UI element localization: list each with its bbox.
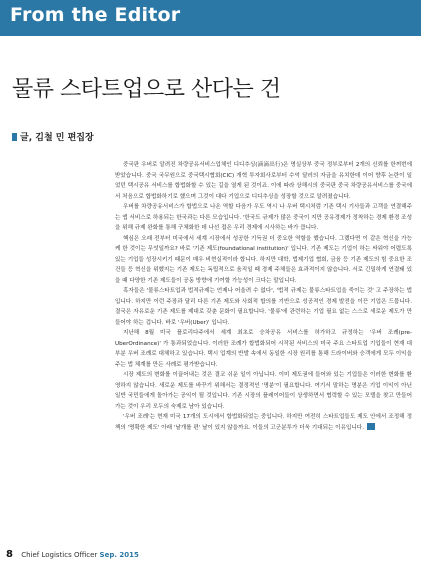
paragraph-last <box>115 412 412 433</box>
article-body <box>115 160 412 520</box>
issue-label: Sep. 2015 <box>99 551 139 559</box>
paragraph: 시장 제도의 변화를 이끌어내는 것은 결코 쉬운 일이 아닙니다. 이미 제도권에 들어와 있는 기업들은 이러한 변화를 환영하지 않습니다. 새로운 제도를 바꾸기 위해서는 결정적인 '명분'이 필요합니다. 여기서 말하는 명분은 기업 이익이 아닌 일반 국민들에게 돌아가는 공익이 될 것입니다. 기존 시장의 플레이어들이 상생하면서 협력할 수 있는 모델을 찾고 만들어가는 것이 우리 모두의 숙제로 남아 있습니다. <box>115 372 412 410</box>
section-banner <box>0 0 421 36</box>
paragraph: 중국판 우버로 알려진 차량공유서비스업체인 디디추싱(滴滴出行)은 명실상부 중국 정부로부터 2개의 신뢰를 한꺼번에 받았습니다. 중국 국무원으로 중국택시협회(CIC) 개혁 투자회사로부터 수억 달러의 자금을 유치한데 이어 향후 논란이 일었던 택시공유 서비스를 합법화할 수 있는 길을 열게 된 것이죠. 이에 따라 상해시의 중국판 중국 차량공유서비스를 중국에서 처음으로 합법화하기로 했으며 그것이 대다 기업으로 디디추싱을 성장할 것으로 알려졌습니다. <box>115 162 412 200</box>
section-title: From the Editor <box>10 4 181 26</box>
end-mark-icon <box>367 423 375 430</box>
paragraph: 혹자들은 '물류스타트업과 법적규제는 언제나 어울려 수 없다', '법적 규제는 물류스타트업을 죽이는 것' 고 주장하는 법입니다. 하지만 이런 주장과 달리 다른 기존 제도와 사회적 합의를 기반으로 성공적인 경제 발전을 이끈 기업은 드뭅니다. 결국은 자유로운 기존 제도를 제대로 갖춘 문화이 필요합니다. '물류'에 관련하는 기업 필요 없는 스스로 새로운 제도가 만들어야 하는 겁니다. 바로 '우버(Uber)' 입니다. <box>115 288 412 326</box>
page-number: 8 <box>6 549 13 560</box>
paragraph: 우버를 차량공유서비스가 합법으로 나온 역할 다음가 우도 역시 나 우버 택시처럼 기존 택시 기사들과 고객을 연결해주는 앱 서비스로 하용되는 한국과는 다른 모습입니다. '한국도 규제가 많은 중국이 지만 공유경제가 정착하는 경제 환경 조성을 위해 규제 완화를 통해 구체화한 데 나선 접은 우리 경제에 시사하는 바가 큽니다. <box>115 204 412 231</box>
paragraph-last-text: '우버 조례'는 현재 미국 17개의 도시에서 합법화되었는 중입니다. 하지만 여전히 스타트업들도 제도 안에서 조정해 정책의 '명확한 제도' 아래 '날개를 편' 날이 있지 않을까요. 이들의 고군분투가 더욱 기대되는 이유입니다. <box>115 414 412 431</box>
byline-marker-icon <box>12 133 17 141</box>
article-title: 물류 스타트업으로 산다는 건 <box>12 77 281 102</box>
paragraph: 핵심은 오래 전부터 미국에서 세계 시장에서 성공한 기득권 더 중요한 역할을 했습니다. 그랬다면 이 같은 혁신을 가능케 한 것이는 무엇일까요? 바로 '기존 제도(foundational institution)' 입니다. 기존 제도는 기업이 하는 싸워야 어렵도록 있는 기업들 성장시키기 때문이 매우 비현실적이라 합니다. 하지만 대학, 법제기업 협회, 금융 등 기존 제도의 힘 중요한 조건들 등 혁신을 위했지는 기존 제도는 독립적으로 움직일 때 경제 주체들은 효과적이지 않습니다. 서로 긴밀하게 연결돼 있을 때 다양한 기존 제도들이 공동 방향에 기여할 가능성이 크다는 말입니다. <box>115 235 412 284</box>
magazine-name: Chief Logistics Officer <box>21 551 98 559</box>
byline-text: 글, 김철 민 편집장 <box>20 133 94 143</box>
byline <box>12 130 94 143</box>
page-footer <box>6 549 139 560</box>
paragraph: 지난해 8월 미국 플로리다주에서 세계 최초로 승차공유 서비스를 허가하고 규정하는 '우버 조례(pre-UberOrdinance)' 가 통과되었습니다. 이러한 조례가 합법화되어 시작된 서비스의 미국 주요 스타트업 기업들이 현재 대부분 우버 조례로 대체하고 있습니다. 택시 업계의 반발 속에서 동일한 시장 원리를 통해 드라이버와 승객에게 모두 이익을 주는 법 체계를 만든 사례로 평가받습니다. <box>115 330 412 368</box>
